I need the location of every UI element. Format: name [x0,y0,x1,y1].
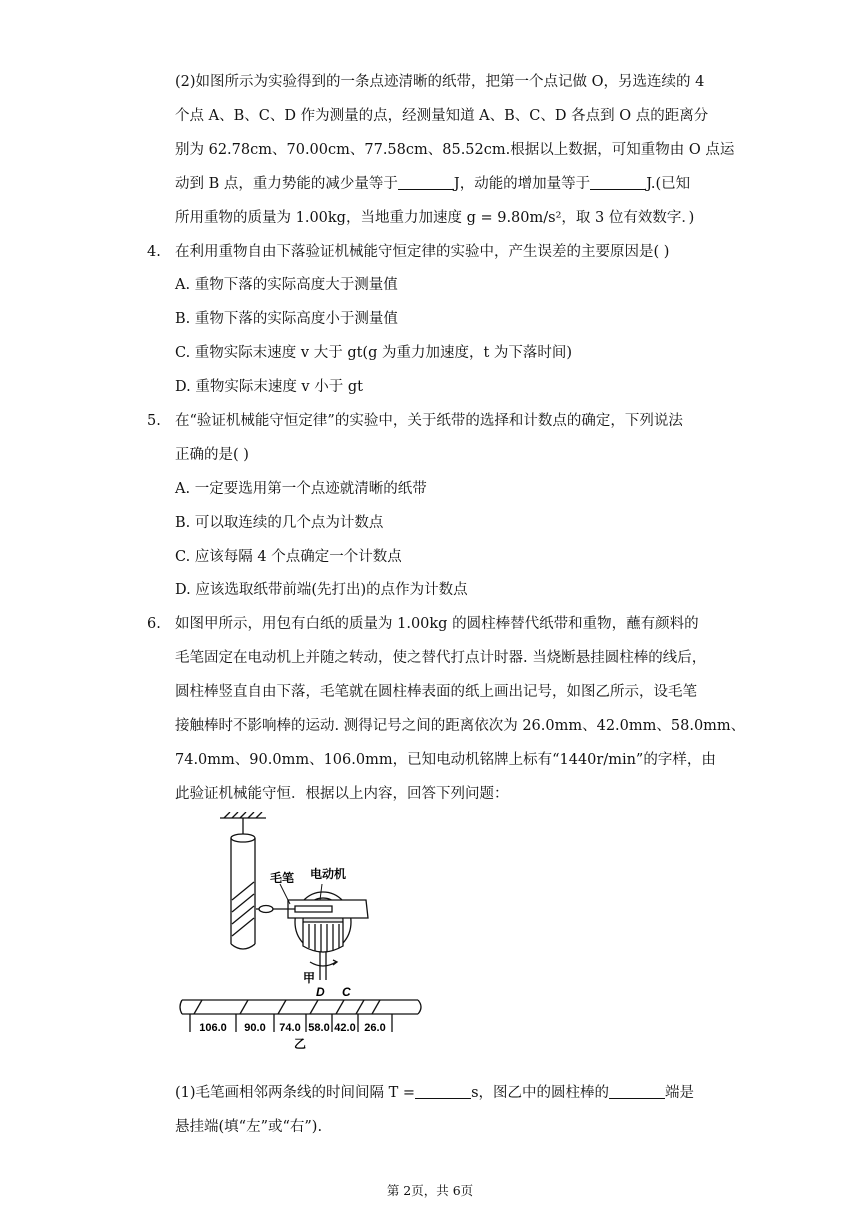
q4-option-c[interactable]: C. 重物实际末速度 v 大于 gt(g 为重力加速度，t 为下落时间) [175,345,573,361]
distance-label-3: 74.0 [279,1022,301,1034]
q6-part1-a: (1)毛笔画相邻两条线的时间间隔 T = [175,1085,416,1101]
distance-label-4: 58.0 [308,1022,330,1034]
q5-option-a[interactable]: A. 一定要选用第一个点迹就清晰的纸带 [175,481,427,497]
brush-arm [256,900,368,918]
q4-number: 4. [147,244,161,260]
answer-blank-kinetic-energy[interactable] [590,175,646,190]
q6-part1-c: 端是 [665,1085,695,1101]
q6-line4: 接触棒时不影响棒的运动. 测得记号之间的距离依次为 26.0mm、42.0mm、58.0mm、 [175,718,746,734]
q5-stem-line2: 正确的是( ) [175,447,249,463]
q6-line6: 此验证机械能守恒．根据以上内容，回答下列问题： [175,786,509,802]
q5-option-d[interactable]: D. 应该选取纸带前端(先打出)的点作为计数点 [175,582,468,598]
q4-stem: 在利用重物自由下落验证机械能守恒定律的实验中，产生误差的主要原因是( ) [175,244,670,260]
experiment-figure [170,812,440,1052]
q6-line1: 如图甲所示，用包有白纸的质量为 1.00kg 的圆柱棒替代纸带和重物，蘸有颜料的 [175,616,699,632]
label-point-c: C [342,985,351,999]
label-brush: 毛笔 [270,871,295,885]
label-jia: 甲 [303,971,316,985]
q6-line2: 毛笔固定在电动机上并随之转动，使之替代打点计时器. 当烧断悬挂圆柱棒的线后， [175,650,707,666]
ceiling-support [220,812,266,834]
label-motor: 电动机 [310,867,347,881]
q4-option-a[interactable]: A. 重物下落的实际高度大于测量值 [175,277,398,293]
q3-part2-line3: 别为 62.78cm、70.00cm、77.58cm、85.52cm.根据以上数据，可知重物由 O 点运 [175,142,735,158]
distance-label-5: 42.0 [334,1022,356,1034]
distance-label-6: 26.0 [364,1022,386,1034]
page-footer: 第 2页，共 6页 [386,1183,474,1198]
q3-part2-line1: (2)如图所示为实验得到的一条点迹清晰的纸带，把第一个点记做 O，另选连续的 4 [175,74,705,90]
q3-part2-line4-c: J.(已知 [646,176,691,192]
q3-part2-line4-a: 动到 B 点，重力势能的减少量等于 [175,176,398,192]
answer-blank-interval[interactable] [415,1084,471,1099]
q5-option-c[interactable]: C. 应该每隔 4 个点确定一个计数点 [175,549,402,565]
q3-part2-line4-b: J，动能的增加量等于 [453,176,591,192]
q3-part2-line4 [175,174,690,194]
q6-part1-b: s，图乙中的圆柱棒的 [471,1085,610,1101]
distance-label-2: 90.0 [244,1022,266,1034]
label-point-d: D [316,985,325,999]
q6-line5: 74.0mm、90.0mm、106.0mm，已知电动机铭牌上标有“1440r/min”的字样，由 [175,752,716,768]
cylinder-rod [231,834,255,949]
q6-number: 6. [147,616,161,632]
answer-blank-end[interactable] [609,1084,665,1099]
distance-label-1: 106.0 [199,1022,227,1034]
q4-option-d[interactable]: D. 重物实际末速度 v 小于 gt [175,379,363,395]
q5-stem-line1: 在“验证机械能守恒定律”的实验中，关于纸带的选择和计数点的确定，下列说法 [175,413,683,429]
q5-option-b[interactable]: B. 可以取连续的几个点为计数点 [175,515,384,531]
q4-option-b[interactable]: B. 重物下落的实际高度小于测量值 [175,311,398,327]
q3-part2-line5: 所用重物的质量为 1.00kg，当地重力加速度 g = 9.80m/s²，取 3 位有效数字．) [175,210,695,226]
answer-blank-potential-energy[interactable] [398,175,454,190]
q5-number: 5. [147,413,161,429]
q3-part2-line2: 个点 A、B、C、D 作为测量的点，经测量知道 A、B、C、D 各点到 O 点的距离分 [175,108,709,124]
q6-part1-line2: 悬挂端(填“左”或“右”). [175,1119,323,1135]
label-yi: 乙 [294,1037,307,1051]
q6-part1-line1 [175,1083,694,1103]
q6-line3: 圆柱棒竖直自由下落，毛笔就在圆柱棒表面的纸上画出记号，如图乙所示，设毛笔 [175,684,697,700]
